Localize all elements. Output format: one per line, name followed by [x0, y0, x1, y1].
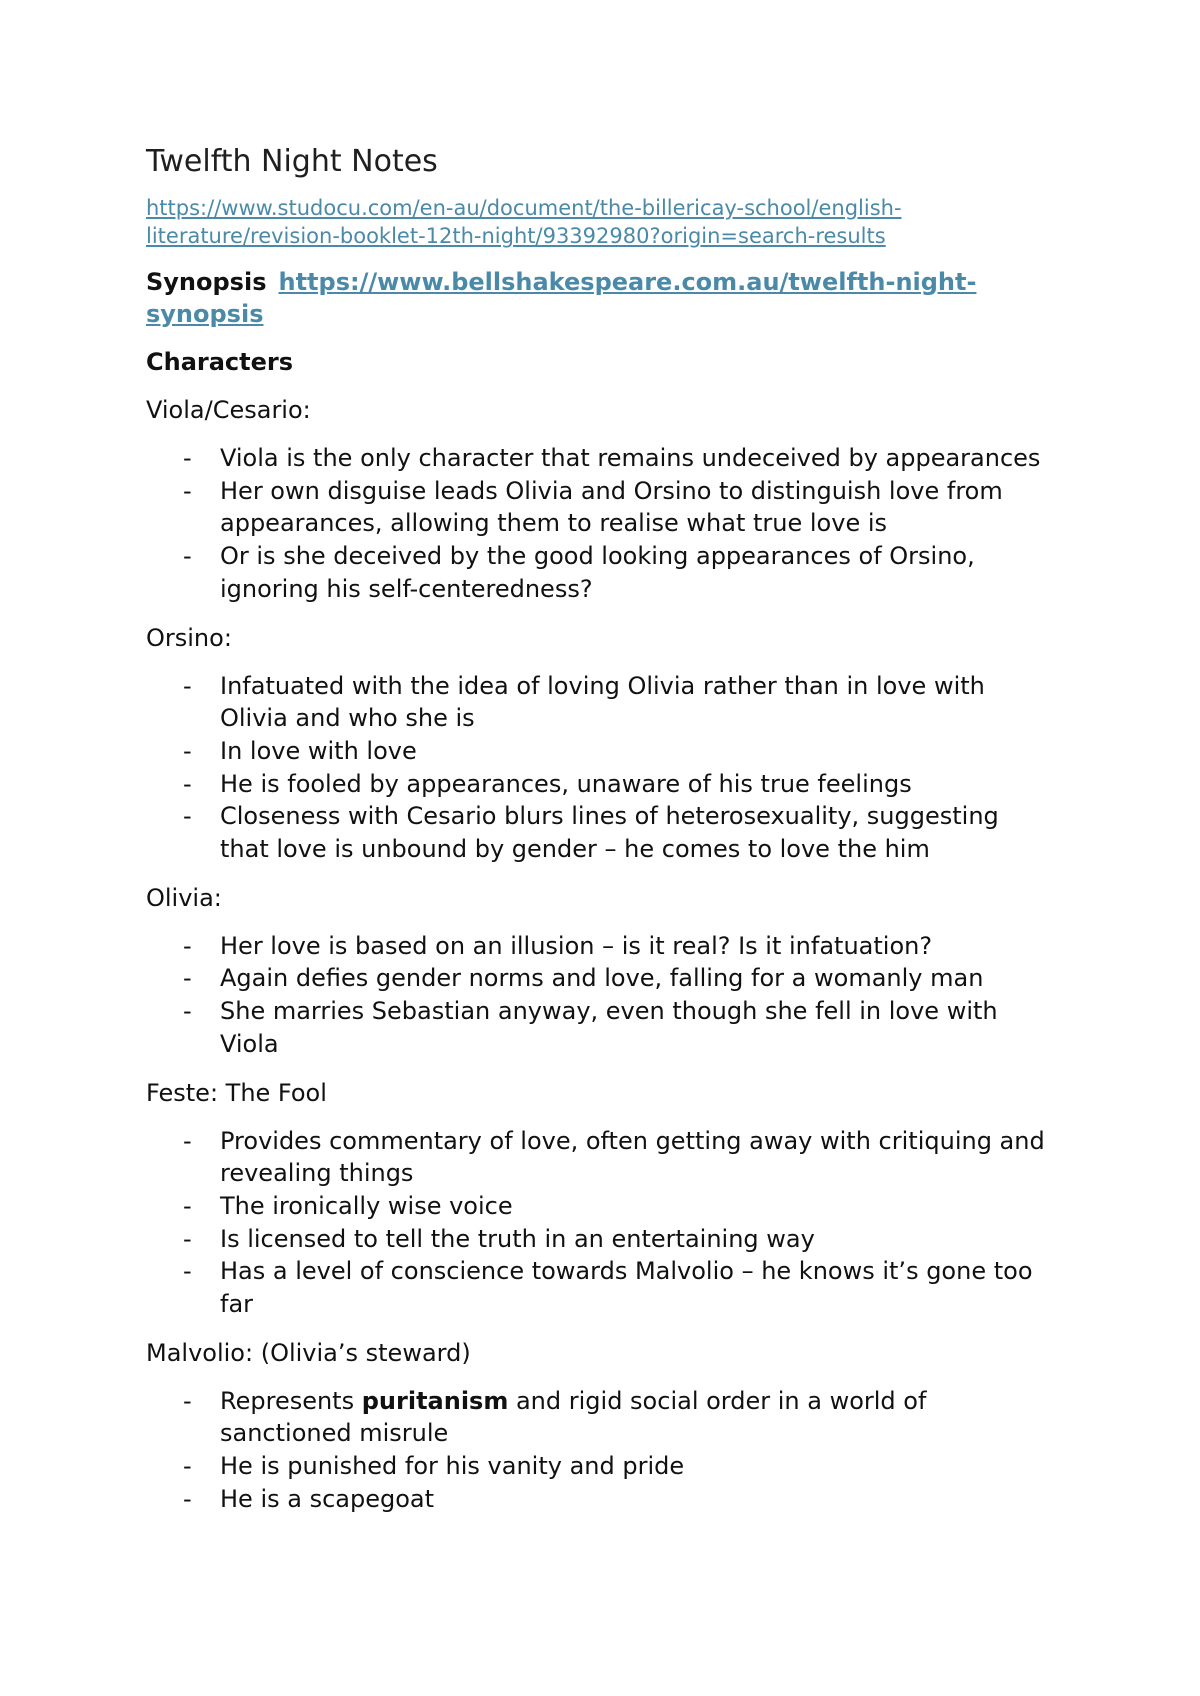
synopsis-link-line-1: https://www.bellshakespeare.com.au/twelfth-night-: [278, 268, 977, 296]
viola-points: [146, 442, 1080, 606]
characters-heading: Characters: [146, 348, 294, 376]
list-item: - Or is she deceived by the good looking appearances of Orsino, ignoring his self-centeredness?: [183, 542, 975, 603]
character-heading-malvolio: Malvolio: (Olivia’s steward): [146, 1338, 471, 1367]
page-title: Twelfth Night Notes: [146, 144, 438, 179]
olivia-points: [146, 930, 1080, 1061]
list-item: - She marries Sebastian anyway, even though she fell in love with Viola: [183, 997, 998, 1058]
list-item: - Her love is based on an illusion – is it real? Is it infatuation?: [183, 931, 933, 960]
list-item: - Represents puritanism and rigid social order in a world of sanctioned misrule: [183, 1386, 927, 1448]
orsino-points: [146, 670, 1080, 866]
source-link-line-1: https://www.studocu.com/en-au/document/the-billericay-school/english-: [146, 196, 902, 220]
source-link-line-2: literature/revision-booklet-12th-night/93392980?origin=search-results: [146, 224, 886, 248]
list-item: - He is fooled by appearances, unaware of his true feelings: [183, 769, 912, 798]
list-item: - Is licensed to tell the truth in an entertaining way: [183, 1224, 815, 1253]
list-item: - He is a scapegoat: [183, 1484, 435, 1513]
character-heading-viola: Viola/Cesario:: [146, 396, 311, 424]
list-item: - Closeness with Cesario blurs lines of heterosexuality, suggesting that love is unbound by gender – he comes to love the him: [183, 802, 999, 864]
source-link[interactable]: [146, 194, 1080, 250]
synopsis-row: [146, 266, 1080, 330]
feste-points: [146, 1125, 1080, 1321]
synopsis-label: Synopsis: [146, 268, 267, 296]
list-item: - Has a level of conscience towards Malvolio – he knows it’s gone too far: [183, 1257, 1033, 1319]
list-item: - Her own disguise leads Olivia and Orsino to distinguish love from appearances, allowing them to realise what true love is: [183, 476, 1003, 538]
character-heading-orsino: Orsino:: [146, 623, 232, 652]
list-item: - The ironically wise voice: [183, 1191, 513, 1220]
malvolio-points: [146, 1385, 1080, 1516]
list-item: - He is punished for his vanity and pride: [183, 1452, 685, 1481]
list-item: - Infatuated with the idea of loving Olivia rather than in love with Olivia and who she is: [183, 671, 985, 733]
list-item: - In love with love: [183, 736, 417, 765]
synopsis-link-line-2: synopsis: [146, 300, 264, 328]
character-heading-olivia: Olivia:: [146, 883, 222, 912]
emphasis-puritanism: puritanism: [361, 1386, 509, 1415]
list-item: - Provides commentary of love, often getting away with critiquing and revealing things: [183, 1126, 1045, 1188]
list-item: - Viola is the only character that remains undeceived by appearances: [183, 444, 1041, 472]
list-item: - Again defies gender norms and love, falling for a womanly man: [183, 964, 984, 993]
synopsis-link[interactable]: [146, 268, 976, 328]
character-heading-feste: Feste: The Fool: [146, 1078, 327, 1107]
